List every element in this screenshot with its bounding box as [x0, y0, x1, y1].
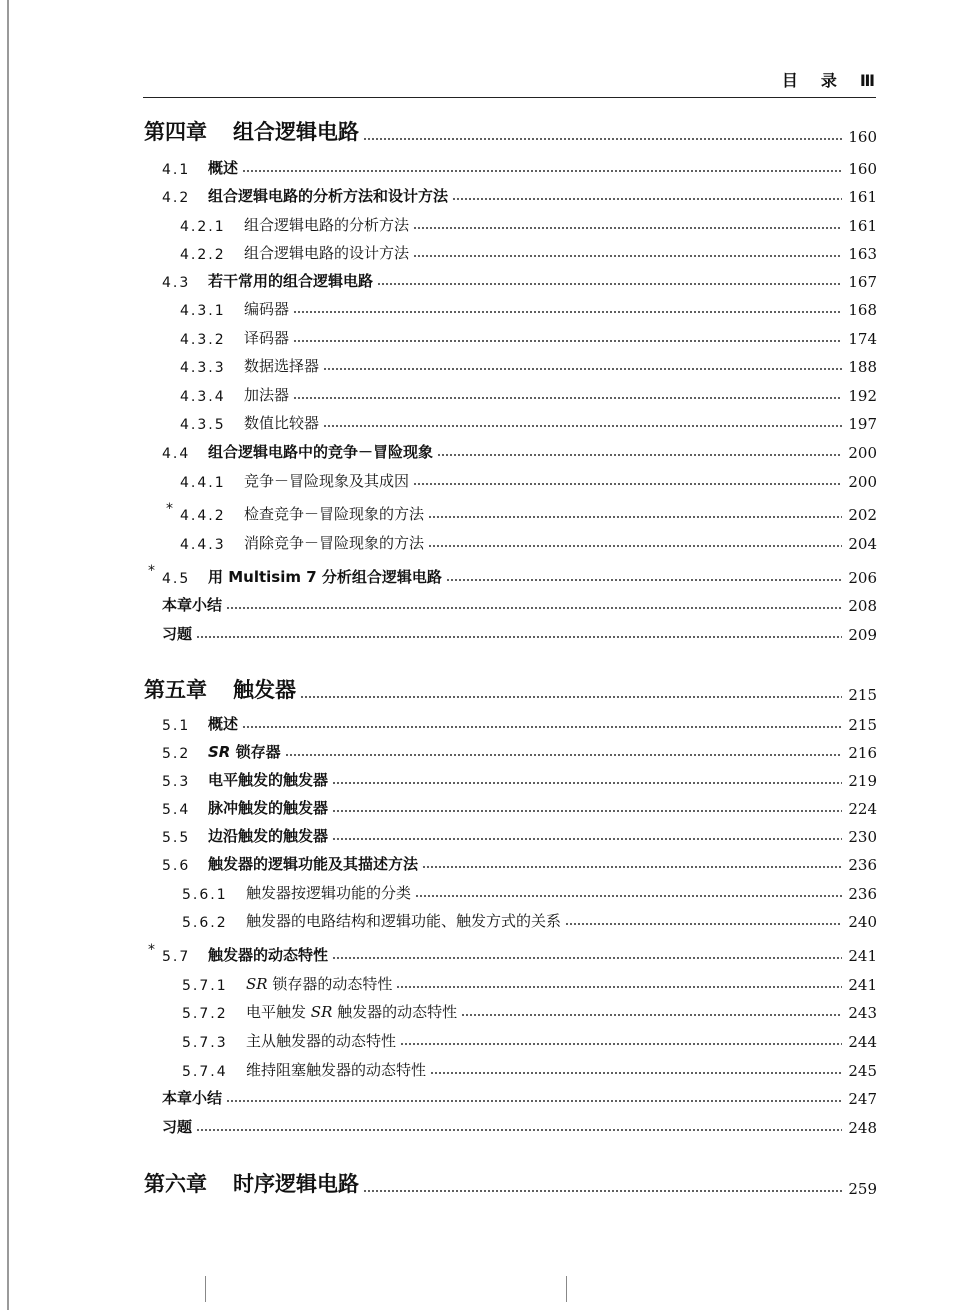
toc-subsection-title: 检查竞争－冒险现象的方法 — [244, 505, 425, 523]
toc-subsection-number: 4.3.4 — [180, 389, 226, 405]
toc-chapter-number: 第四章 — [144, 120, 207, 144]
toc-subsection-title: 数据选择器 — [244, 357, 320, 375]
header-label: 目 — [781, 71, 799, 90]
toc-entry-5-6-1[interactable] — [0, 875, 980, 903]
toc-subsection-title: 加法器 — [244, 386, 290, 404]
toc-section-title: 组合逻辑电路中的竞争－冒险现象 — [208, 443, 434, 461]
toc-leader — [242, 170, 842, 172]
toc-section-title: 触发器的逻辑功能及其描述方法 — [208, 855, 419, 873]
toc-entry-4-3-4[interactable] — [0, 377, 980, 405]
toc-page-number: 240 — [848, 913, 877, 931]
toc-leader — [285, 754, 843, 756]
toc-subsection-number: 5.7.2 — [182, 1006, 228, 1022]
toc-page-number: 206 — [848, 569, 877, 587]
toc-page-number: 192 — [848, 387, 877, 405]
toc-subsection-number: 5.6.2 — [182, 915, 228, 931]
toc-section-number: 4.2 — [162, 190, 191, 206]
toc-subsection-number: 5.7.1 — [182, 978, 228, 994]
toc-page-number: 259 — [848, 1180, 877, 1198]
toc-page-number: 216 — [848, 744, 877, 762]
toc-page-number: 236 — [848, 856, 877, 874]
toc-subsection-title: 竞争－冒险现象及其成因 — [244, 472, 410, 490]
toc-page-number: 208 — [848, 597, 877, 615]
toc-entry-4-4-3[interactable] — [0, 525, 980, 553]
toc-leader — [413, 483, 842, 485]
toc-section-title: 概述 — [208, 715, 239, 733]
toc-leader — [332, 782, 842, 784]
toc-page-number: 204 — [848, 535, 877, 553]
toc-entry-4-2[interactable] — [0, 178, 980, 206]
toc-leader — [396, 986, 842, 988]
toc-leader — [430, 1072, 842, 1074]
toc-subsection-number: 4.2.1 — [180, 219, 226, 235]
toc-section-number: 5.6 — [162, 858, 191, 874]
toc-section-title: 边沿触发的触发器 — [208, 827, 329, 845]
toc-leader — [363, 138, 842, 140]
toc-subsection-title: 数值比较器 — [244, 414, 320, 432]
toc-page-number: 247 — [848, 1090, 877, 1108]
toc-page-number: 241 — [848, 947, 877, 965]
header-label2: 录 — [820, 71, 838, 90]
toc-subsection-title: 消除竞争－冒险现象的方法 — [244, 534, 425, 552]
toc-entry-4-1[interactable] — [0, 150, 980, 178]
toc-page-number: 168 — [848, 301, 877, 319]
toc-subsection-number: 4.4.1 — [180, 475, 226, 491]
toc-page-number: 230 — [848, 828, 877, 846]
toc-page-number: 167 — [848, 273, 877, 291]
header-page-numeral: Ⅲ — [859, 71, 876, 90]
toc-subsection-title — [246, 1001, 457, 1022]
toc-page-number: 202 — [848, 506, 877, 524]
toc-subsection-number: 5.7.3 — [182, 1035, 228, 1051]
toc-section-number: 5.1 — [162, 718, 191, 734]
toc-section-number: 5.4 — [162, 802, 191, 818]
toc-section-title: 用 Multisim 7 分析组合逻辑电路 — [208, 568, 442, 586]
toc-entry-summary-5[interactable] — [0, 1080, 980, 1108]
toc-leader — [332, 957, 842, 959]
toc-subsection-title: 主从触发器的动态特性 — [246, 1032, 397, 1050]
toc-subsection-number: 4.4.3 — [180, 537, 226, 553]
toc-section-number: 5.7 — [162, 949, 191, 965]
toc-subsection-number: 4.3.5 — [180, 417, 226, 433]
toc-chapter-title: 触发器 — [233, 678, 296, 702]
toc-section-title: 触发器的动态特性 — [208, 946, 329, 964]
toc-leader — [332, 838, 842, 840]
toc-leader — [242, 726, 842, 728]
toc-title-prefix: 电平触发 — [246, 1003, 307, 1021]
toc-entry-5-4[interactable] — [0, 790, 980, 818]
toc-page-number: 245 — [848, 1062, 877, 1080]
toc-leader — [300, 696, 842, 698]
toc-entry-4-3-1[interactable] — [0, 291, 980, 319]
toc-subsection-number: 4.3.3 — [180, 360, 226, 376]
toc-leader — [293, 397, 842, 399]
toc-summary-title: 本章小结 — [162, 596, 223, 614]
toc-section-title: 脉冲触发的触发器 — [208, 799, 329, 817]
toc-leader — [196, 636, 842, 638]
toc-title-text: 锁存器的动态特性 — [272, 975, 393, 993]
toc-entry-4-4-1[interactable] — [0, 463, 980, 491]
toc-subsection-title: 组合逻辑电路的分析方法 — [244, 216, 410, 234]
toc-section-title: 概述 — [208, 159, 239, 177]
toc-section-title: 组合逻辑电路的分析方法和设计方法 — [208, 187, 449, 205]
toc-subsection-title: 组合逻辑电路的设计方法 — [244, 244, 410, 262]
toc-page-number: 200 — [848, 473, 877, 491]
toc-leader — [323, 425, 842, 427]
toc-section-title: 电平触发的触发器 — [208, 771, 329, 789]
toc-subsection-number: 5.7.4 — [182, 1064, 228, 1080]
toc-entry-5-3[interactable] — [0, 762, 980, 790]
running-header — [143, 66, 876, 96]
toc-entry-exercises-4[interactable] — [0, 616, 980, 644]
toc-entry-5-7-2[interactable] — [0, 994, 980, 1022]
toc-leader — [413, 255, 842, 257]
toc-leader — [363, 1190, 842, 1192]
toc-entry-4-3[interactable] — [0, 263, 980, 291]
toc-leader — [413, 227, 842, 229]
toc-subsection-title: 编码器 — [244, 300, 290, 318]
toc-entry-4-3-5[interactable] — [0, 405, 980, 433]
toc-section-title — [208, 741, 281, 762]
toc-entry-4-4-2[interactable] — [0, 496, 980, 524]
toc-entry-summary-4[interactable] — [0, 587, 980, 615]
toc-page-number: 243 — [848, 1004, 877, 1022]
toc-entry-5-1[interactable] — [0, 706, 980, 734]
toc-entry-4-5[interactable] — [0, 559, 980, 587]
toc-section-title: 若干常用的组合逻辑电路 — [208, 272, 374, 290]
toc-exercises-title: 习题 — [162, 1118, 193, 1136]
toc-title-italic: SR — [310, 1003, 333, 1021]
toc-exercises-title: 习题 — [162, 625, 193, 643]
toc-entry-4-2-1[interactable] — [0, 207, 980, 235]
toc-entry-ch5[interactable] — [0, 676, 980, 704]
toc-section-number: 5.2 — [162, 746, 191, 762]
toc-leader — [226, 607, 842, 609]
toc-leader — [323, 368, 842, 370]
toc-leader — [422, 866, 842, 868]
toc-entry-ch4[interactable] — [0, 118, 980, 146]
toc-entry-5-7[interactable] — [0, 937, 980, 965]
toc-leader — [196, 1129, 842, 1131]
toc-page-number: 209 — [848, 626, 877, 644]
scan-artifact-line — [566, 1276, 567, 1302]
toc-subsection-title: 触发器按逻辑功能的分类 — [246, 884, 412, 902]
toc-page-number: 215 — [848, 716, 877, 734]
optional-marker: * — [148, 942, 155, 958]
toc-page-number: 161 — [848, 217, 877, 235]
toc-title-italic: SR — [208, 743, 231, 761]
toc-section-number: 5.5 — [162, 830, 191, 846]
toc-page-number: 163 — [848, 245, 877, 263]
toc-page-number: 219 — [848, 772, 877, 790]
toc-section-number: 4.4 — [162, 446, 191, 462]
toc-leader — [446, 579, 842, 581]
toc-page-number: 241 — [848, 976, 877, 994]
header-rule — [143, 97, 876, 98]
scan-artifact-line — [205, 1276, 206, 1302]
toc-subsection-number: 4.2.2 — [180, 247, 226, 263]
toc-section-number: 5.3 — [162, 774, 191, 790]
toc-leader — [428, 545, 842, 547]
optional-marker: * — [166, 501, 173, 517]
toc-leader — [400, 1043, 842, 1045]
toc-leader — [565, 923, 842, 925]
toc-page-number: 160 — [848, 160, 877, 178]
toc-page-number: 161 — [848, 188, 877, 206]
toc-chapter-number: 第六章 — [144, 1172, 207, 1196]
toc-entry-5-6-2[interactable] — [0, 903, 980, 931]
toc-section-number: 4.3 — [162, 275, 191, 291]
toc-entry-5-5[interactable] — [0, 818, 980, 846]
toc-entry-5-7-3[interactable] — [0, 1023, 980, 1051]
toc-leader — [415, 895, 842, 897]
toc-subsection-title: 译码器 — [244, 329, 290, 347]
toc-leader — [293, 340, 842, 342]
toc-entry-4-3-2[interactable] — [0, 320, 980, 348]
toc-page-number: 244 — [848, 1033, 877, 1051]
toc-leader — [428, 516, 842, 518]
toc-summary-title: 本章小结 — [162, 1089, 223, 1107]
toc-title-text: 锁存器 — [235, 743, 281, 761]
toc-leader — [377, 283, 842, 285]
toc-entry-4-3-3[interactable] — [0, 348, 980, 376]
toc-page-number: 248 — [848, 1119, 877, 1137]
toc-chapter-title: 时序逻辑电路 — [233, 1172, 359, 1196]
toc-subsection-title — [246, 973, 392, 994]
toc-entry-5-7-1[interactable] — [0, 966, 980, 994]
toc-subsection-number: 4.3.1 — [180, 303, 226, 319]
toc-page-number: 200 — [848, 444, 877, 462]
toc-title-text: 触发器的动态特性 — [337, 1003, 458, 1021]
toc-subsection-number: 5.6.1 — [182, 887, 228, 903]
toc-section-number: 4.5 — [162, 571, 191, 587]
toc-page-number: 188 — [848, 358, 877, 376]
optional-marker: * — [148, 563, 155, 579]
toc-title-italic: SR — [246, 975, 268, 993]
toc-subsection-number: 4.4.2 — [180, 508, 226, 524]
toc-subsection-title: 维持阻塞触发器的动态特性 — [246, 1061, 427, 1079]
header-title — [782, 68, 876, 91]
toc-page-number: 174 — [848, 330, 877, 348]
toc-entry-4-2-2[interactable] — [0, 235, 980, 263]
toc-subsection-number: 4.3.2 — [180, 332, 226, 348]
toc-leader — [437, 454, 842, 456]
toc-leader — [452, 198, 842, 200]
toc-page-number: 215 — [848, 686, 877, 704]
toc-leader — [293, 311, 842, 313]
toc-entry-5-7-4[interactable] — [0, 1052, 980, 1080]
toc-entry-5-6[interactable] — [0, 846, 980, 874]
toc-leader — [461, 1014, 842, 1016]
toc-entry-5-2[interactable] — [0, 734, 980, 762]
toc-leader — [226, 1100, 842, 1102]
toc-page-number: 160 — [848, 128, 877, 146]
toc-page-number: 197 — [848, 415, 877, 433]
toc-chapter-title: 组合逻辑电路 — [233, 120, 359, 144]
toc-chapter-number: 第五章 — [144, 678, 207, 702]
toc-entry-4-4[interactable] — [0, 434, 980, 462]
toc-entry-exercises-5[interactable] — [0, 1109, 980, 1137]
toc-page-number: 236 — [848, 885, 877, 903]
toc-leader — [332, 810, 842, 812]
toc-page-number: 224 — [848, 800, 877, 818]
toc-subsection-title: 触发器的电路结构和逻辑功能、触发方式的关系 — [246, 912, 562, 930]
toc-entry-ch6[interactable] — [0, 1170, 980, 1198]
toc-section-number: 4.1 — [162, 162, 191, 178]
